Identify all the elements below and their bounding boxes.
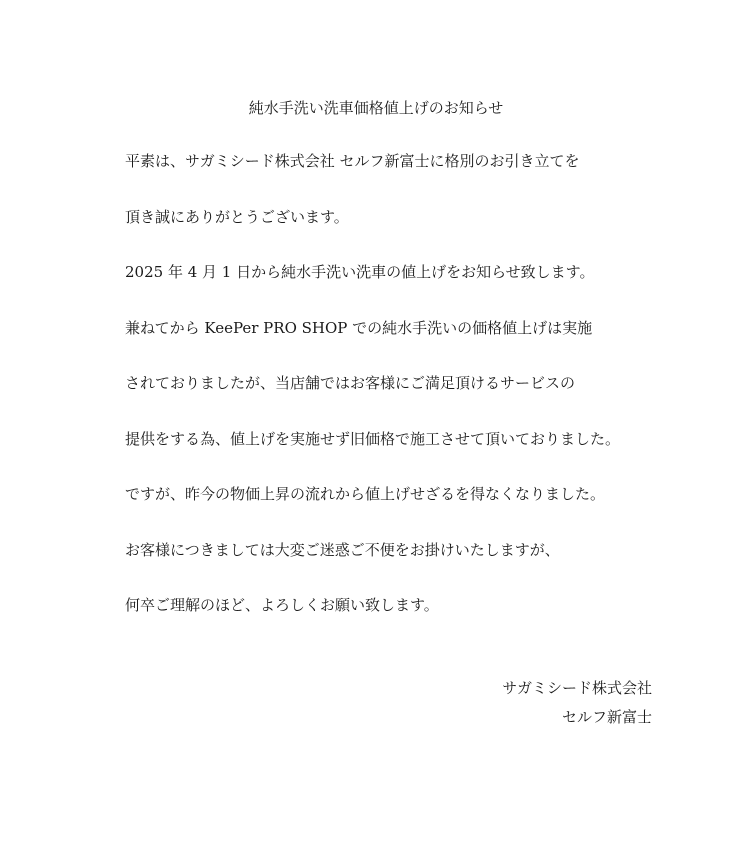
body-line: 何卒ご理解のほど、よろしくお願い致します。	[125, 596, 439, 614]
body-line: 提供をする為、値上げを実施せず旧価格で施工させて頂いておりました。	[125, 429, 621, 448]
body-line: されておりましたが、当店舗ではお客様にご満足頂けるサービスの	[125, 374, 576, 392]
body-line: ですが、昨今の物価上昇の流れから値上げせざるを得なくなりました。	[125, 485, 606, 503]
signature-block	[502, 674, 652, 732]
body-line: 2025 年 4 月 1 日から純水手洗い洗車の値上げをお知らせ致します。	[125, 263, 595, 281]
body-line: お客様につきましては大変ご迷惑ご不便をお掛けいたしますが、	[125, 540, 560, 559]
document-body	[125, 150, 685, 650]
body-line: 兼ねてから KeePer PRO SHOP での純水手洗いの価格値上げは実施	[125, 318, 593, 337]
body-line: 平素は、サガミシード株式会社 セルフ新富士に格別のお引き立てを	[125, 152, 580, 170]
signature-company: サガミシード株式会社	[502, 679, 652, 697]
signature-store: セルフ新富士	[561, 708, 652, 726]
document-title: 純水手洗い洗車価格値上げのお知らせ	[248, 99, 504, 117]
body-line: 頂き誠にありがとうございます。	[125, 207, 349, 226]
